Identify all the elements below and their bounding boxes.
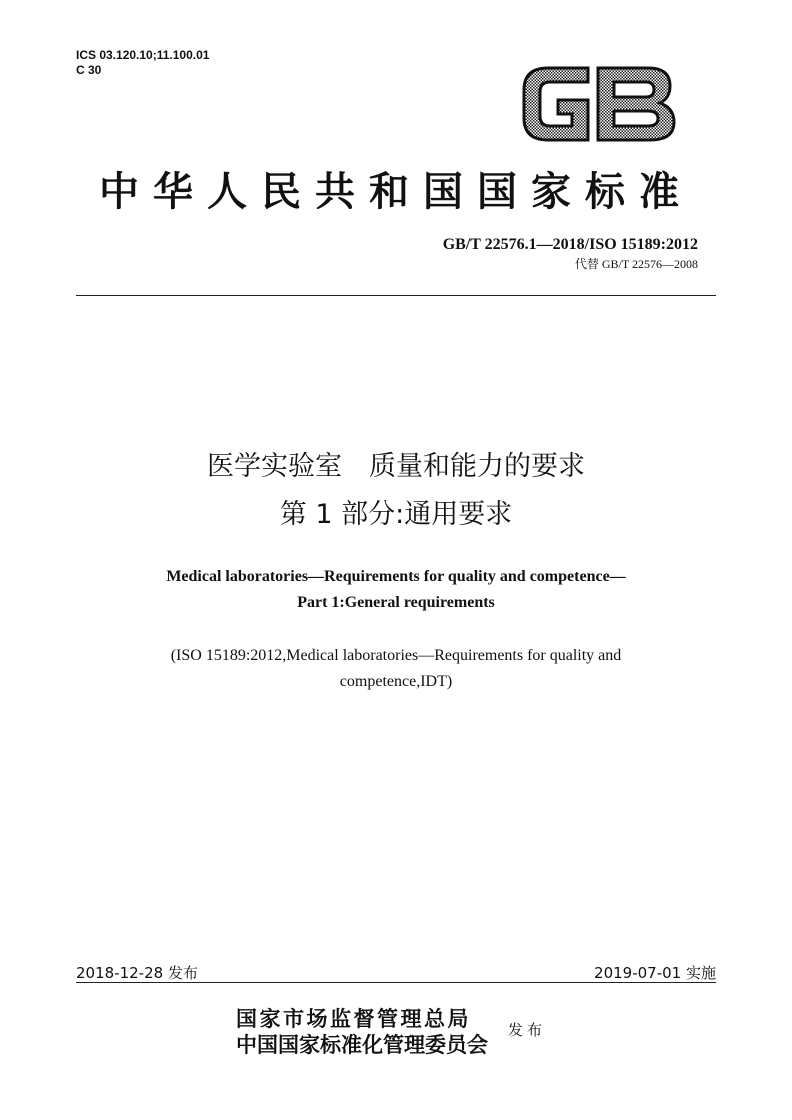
title-english-line2: Part 1:General requirements (297, 594, 495, 611)
footer-divider (76, 982, 716, 983)
title-english (0, 564, 792, 616)
gb-logo (518, 60, 678, 148)
title-english-line1: Medical laboratories—Requirements for quality and competence— (166, 568, 626, 585)
classification-codes (76, 48, 209, 78)
national-standard-heading: 中华人民共和国国家标准 (99, 168, 693, 215)
publish-label: 发布 (508, 1021, 547, 1039)
standard-number: GB/T 22576.1—2018/ISO 15189:2012 (442, 236, 698, 253)
iso-reference-line1: (ISO 15189:2012,Medical laboratories—Requirements for quality and (170, 647, 622, 664)
title-chinese-line2: 第 1 部分:通用要求 (279, 499, 513, 530)
issuing-organizations (236, 1006, 488, 1058)
implementation-date: 2019-07-01 实施 (594, 964, 716, 982)
issue-date: 2018-12-28 发布 (76, 964, 198, 982)
title-chinese-line1: 医学实验室 质量和能力的要求 (207, 451, 585, 482)
ics-code: ICS 03.120.10;11.100.01 (76, 48, 210, 62)
header-divider (76, 295, 716, 296)
issuer-line2: 中国国家标准化管理委员会 (236, 1032, 488, 1057)
iso-reference-line2: competence,IDT) (339, 673, 453, 690)
issuer-line1: 国家市场监督管理总局 (236, 1006, 471, 1031)
iso-reference (0, 643, 792, 695)
ccs-code: C 30 (76, 63, 102, 77)
replaces-note: 代替 GB/T 22576—2008 (574, 257, 698, 271)
